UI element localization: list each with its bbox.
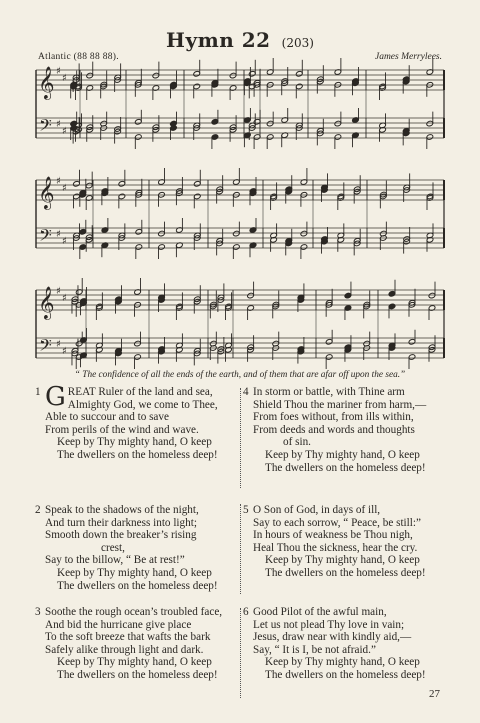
- stanza: [243, 386, 427, 474]
- treble-clef-icon: 𝄞: [38, 286, 55, 319]
- verse-line: [253, 631, 426, 644]
- bass-clef-icon: 𝄢: [39, 115, 52, 139]
- stanza-number: 6: [243, 606, 249, 618]
- verse-text: Keep by Thy mighty hand, O keep: [57, 566, 212, 579]
- verse-text: To the soft breeze that wafts the bark: [45, 631, 211, 644]
- verse-text: And bid the hurricane give place: [45, 618, 192, 631]
- hymn-title: Hymn 22: [166, 28, 271, 52]
- bass-clef-icon: 𝄢: [39, 335, 52, 359]
- verse-text: of sin.: [283, 436, 311, 449]
- hymn-secondary-number: (203): [281, 36, 314, 50]
- verse-line: [45, 656, 222, 669]
- verse-line: [253, 449, 426, 462]
- verse-line: [45, 436, 218, 449]
- verse-line: [45, 449, 218, 462]
- verse-text: Keep by Thy mighty hand, O keep: [265, 448, 420, 461]
- verse-line: [253, 529, 426, 542]
- verse-line: [253, 606, 426, 619]
- verse-line: [45, 517, 218, 530]
- verse-text: crest,: [101, 541, 125, 554]
- drop-capital: G: [45, 382, 66, 412]
- verse-text: The dwellers on the homeless deep!: [57, 579, 218, 592]
- stanza: [243, 504, 426, 580]
- verse-line: [253, 567, 426, 580]
- verse-line: [45, 399, 218, 412]
- verse-text: The dwellers on the homeless deep!: [265, 461, 426, 474]
- stanza: [35, 382, 218, 462]
- stanza-number: 4: [243, 386, 249, 398]
- verse-line: [45, 669, 222, 682]
- verse-line: [253, 386, 426, 399]
- sharp-icon: ♯: [56, 229, 61, 240]
- verse-text: Able to succour and to save: [45, 411, 169, 424]
- sharp-icon: ♯: [56, 66, 61, 77]
- verse-text: Say to each sorrow, “ Peace, be still:”: [253, 516, 421, 529]
- verse-text: The dwellers on the homeless deep!: [57, 668, 218, 681]
- sharp-icon: ♯: [56, 339, 61, 350]
- verse-line: [45, 644, 222, 657]
- verse-line: [253, 644, 426, 657]
- verse-text: Soothe the rough ocean’s troubled face,: [45, 606, 223, 618]
- verse-text: Smooth down the breaker’s rising: [45, 529, 197, 542]
- verse-line: [253, 462, 426, 475]
- verse-text: Keep by Thy mighty hand, O keep: [57, 656, 212, 669]
- sharp-icon: ♯: [56, 119, 61, 130]
- verse-text: O Son of God, in days of ill,: [253, 504, 381, 516]
- verse-line: [45, 631, 222, 644]
- verse-line: [253, 424, 426, 437]
- verse-text: REAT Ruler of the land and sea,: [67, 386, 213, 398]
- verse-text: Jesus, draw near with kindly aid,—: [253, 631, 412, 644]
- stanza-number: 2: [35, 504, 41, 516]
- verse-text: From deeds and words and thoughts: [253, 423, 415, 436]
- verse-text: Keep by Thy mighty hand, O keep: [57, 436, 212, 449]
- verse-text: Shield Thou the mariner from harm,—: [253, 398, 427, 411]
- composer-name: James Merrylees.: [374, 52, 442, 62]
- verse-text: Keep by Thy mighty hand, O keep: [265, 656, 420, 669]
- stanza-number: 1: [35, 386, 41, 398]
- verse-line: [45, 606, 222, 619]
- sharp-icon: ♯: [56, 286, 61, 297]
- column-divider: [240, 608, 241, 698]
- page-number: 27: [429, 688, 440, 700]
- verse-text: From perils of the wind and wave.: [45, 423, 199, 436]
- verse-line: [253, 542, 426, 555]
- treble-clef-icon: 𝄞: [38, 176, 55, 209]
- verse-line: [45, 619, 222, 632]
- verse-text: Heal Thou the sickness, hear the cry.: [253, 541, 418, 554]
- verse-text: Let us not plead Thy love in vain;: [253, 618, 405, 631]
- verse-text: Speak to the shadows of the night,: [45, 504, 199, 516]
- verse-line: [253, 656, 426, 669]
- verse-text: Safely alike through light and dark.: [45, 643, 204, 656]
- verse-text: And turn their darkness into light;: [45, 516, 197, 529]
- sharp-icon: ♯: [56, 176, 61, 187]
- verse-text: Good Pilot of the awful main,: [253, 606, 387, 618]
- verse-line: [45, 542, 218, 555]
- verse-line: [45, 424, 218, 437]
- verse-line: [253, 436, 426, 449]
- verse-text: Say, “ It is I, be not afraid.”: [253, 643, 376, 656]
- verse-text: The dwellers on the homeless deep!: [265, 566, 426, 579]
- stanza: [35, 504, 218, 592]
- sharp-icon: ♯: [62, 346, 67, 357]
- verse-line: [45, 580, 218, 593]
- verse-line: [253, 619, 426, 632]
- verse-line: [45, 411, 218, 424]
- sharp-icon: ♯: [62, 73, 67, 84]
- verse-text: Say to the billow, “ Be at rest!”: [45, 554, 185, 567]
- verse-text: The dwellers on the homeless deep!: [265, 668, 426, 681]
- verse-line: [253, 517, 426, 530]
- stanza-number: 5: [243, 504, 249, 516]
- column-divider: [240, 388, 241, 488]
- column-divider: [240, 504, 241, 594]
- stanza: [35, 606, 223, 682]
- verse-text: The dwellers on the homeless deep!: [57, 448, 218, 461]
- bass-clef-icon: 𝄢: [39, 225, 52, 249]
- sharp-icon: ♯: [62, 183, 67, 194]
- verse-line: [45, 529, 218, 542]
- verse-line: [253, 411, 426, 424]
- verse-text: From foes without, from ills within,: [253, 411, 414, 424]
- verse-text: In hours of weakness be Thou nigh,: [253, 529, 413, 542]
- sharp-icon: ♯: [62, 293, 67, 304]
- epigraph: “ The confidence of all the ends of the earth, and of them that are afar off upon the sea.”: [74, 370, 406, 380]
- stanza: [243, 606, 426, 682]
- verse-text: Almighty God, we come to Thee,: [67, 398, 218, 411]
- verse-line: [253, 669, 426, 682]
- sharp-icon: ♯: [62, 126, 67, 137]
- verse-line: [45, 554, 218, 567]
- sharp-icon: ♯: [62, 236, 67, 247]
- verse-line: [45, 504, 218, 517]
- verse-line: [253, 504, 426, 517]
- stanza-number: 3: [35, 606, 41, 618]
- verse-text: Keep by Thy mighty hand, O keep: [265, 554, 420, 567]
- tune-name: Atlantic (88 88 88).: [38, 52, 119, 62]
- verse-line: [253, 554, 426, 567]
- verse-line: [45, 567, 218, 580]
- verse-line: [253, 399, 426, 412]
- verse-text: In storm or battle, with Thine arm: [253, 386, 405, 398]
- treble-clef-icon: 𝄞: [38, 66, 55, 99]
